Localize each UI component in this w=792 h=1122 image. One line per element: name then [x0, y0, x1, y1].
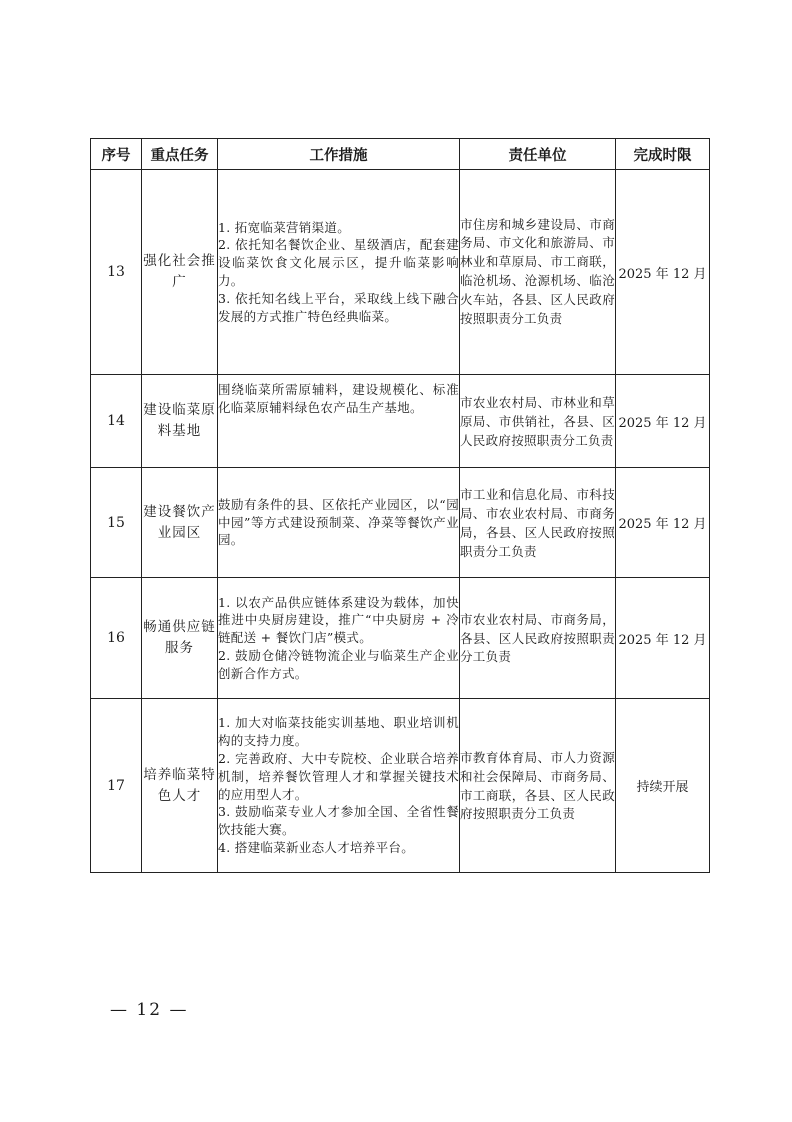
table-row [91, 468, 710, 578]
table-row [91, 699, 710, 873]
row-deadline: 2025 年 12 月 [616, 578, 710, 699]
header-deadline: 完成时限 [616, 139, 710, 170]
row-task: 建设餐饮产业园区 [142, 468, 218, 578]
row-units: 市教育体育局、市人力资源和社会保障局、市商务局、市工商联，各县、区人民政府按照职责分工负责 [460, 699, 616, 873]
row-units: 市住房和城乡建设局、市商务局、市文化和旅游局、市林业和草原局、市工商联，临沧机场、沧源机场、临沧火车站，各县、区人民政府按照职责分工负责 [460, 170, 616, 375]
row-units: 市工业和信息化局、市科技局、市农业农村局、市商务局，各县、区人民政府按照职责分工负责 [460, 468, 616, 578]
measure-item: 2. 依托知名餐饮企业、星级酒店，配套建设临菜饮食文化展示区，提升临菜影响力。 [218, 237, 459, 288]
row-deadline: 持续开展 [616, 699, 710, 873]
row-measures [218, 578, 460, 699]
measure-item: 2. 鼓励仓储冷链物流企业与临菜生产企业创新合作方式。 [218, 647, 459, 681]
row-seq: 14 [91, 375, 142, 468]
row-task: 畅通供应链服务 [142, 578, 218, 699]
row-seq: 15 [91, 468, 142, 578]
row-measures [218, 375, 460, 468]
table-header-row [91, 139, 710, 170]
row-deadline: 2025 年 12 月 [616, 375, 710, 468]
page-number: — 12 — [110, 1000, 189, 1020]
header-units: 责任单位 [460, 139, 616, 170]
measure-item: 3. 鼓励临菜专业人才参加全国、全省性餐饮技能大赛。 [218, 804, 459, 838]
measure-item: 3. 依托知名线上平台，采取线上线下融合发展的方式推广特色经典临菜。 [218, 290, 459, 324]
table-row [91, 375, 710, 468]
row-task: 培养临菜特色人才 [142, 699, 218, 873]
row-measures [218, 699, 460, 873]
header-seq: 序号 [91, 139, 142, 170]
header-measures: 工作措施 [218, 139, 460, 170]
table-row [91, 170, 710, 375]
row-deadline: 2025 年 12 月 [616, 170, 710, 375]
row-measures [218, 170, 460, 375]
measure-item: 1. 以农产品供应链体系建设为载体，加快推进中央厨房建设，推广“中央厨房 + 冷链配送 + 餐饮门店”模式。 [218, 594, 459, 646]
measure-item: 鼓励有条件的县、区依托产业园区，以“园中园”等方式建设预制菜、净菜等餐饮产业园。 [218, 496, 459, 548]
row-units: 市农业农村局、市林业和草原局、市供销社，各县、区人民政府按照职责分工负责 [460, 375, 616, 468]
row-task: 建设临菜原料基地 [142, 375, 218, 468]
header-task: 重点任务 [142, 139, 218, 170]
measure-item: 2. 完善政府、大中专院校、企业联合培养机制，培养餐饮管理人才和掌握关键技术的应用型人才。 [218, 750, 459, 802]
measure-item: 1. 加大对临菜技能实训基地、职业培训机构的支持力度。 [218, 715, 459, 749]
row-task: 强化社会推广 [142, 170, 218, 375]
row-deadline: 2025 年 12 月 [616, 468, 710, 578]
row-seq: 13 [91, 170, 142, 375]
measure-item: 4. 搭建临菜新业态人才培养平台。 [218, 839, 415, 855]
row-seq: 16 [91, 578, 142, 699]
table-row [91, 578, 710, 699]
row-units: 市农业农村局、市商务局，各县、区人民政府按照职责分工负责 [460, 578, 616, 699]
row-measures [218, 468, 460, 578]
measure-item: 围绕临菜所需原辅料，建设规模化、标准化临菜原辅料绿色农产品生产基地。 [218, 382, 459, 415]
task-table [90, 138, 710, 873]
measure-item: 1. 拓宽临菜营销渠道。 [218, 219, 350, 235]
row-seq: 17 [91, 699, 142, 873]
